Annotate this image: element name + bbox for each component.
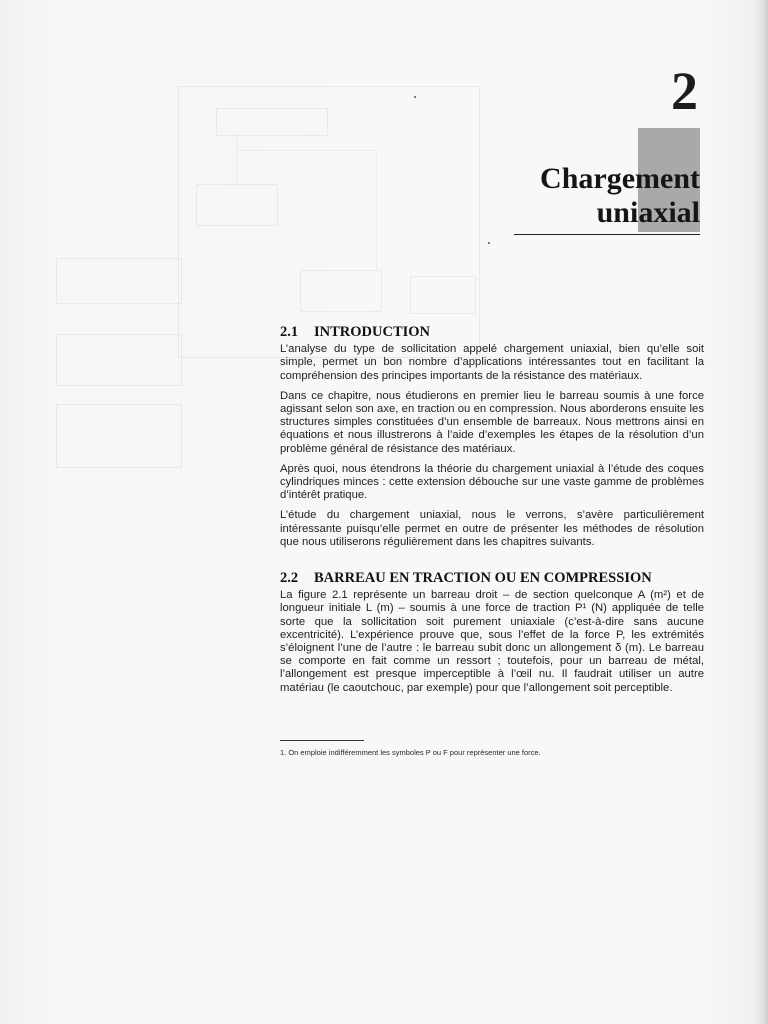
footnote-rule — [280, 740, 364, 741]
chapter-title-line1: Chargement — [540, 162, 700, 195]
footnote: 1. On emploie indifféremment les symboles P ou F pour représenter une force. — [280, 748, 541, 757]
paragraph: Dans ce chapitre, nous étudierons en premier lieu le barreau soumis à une force agissant selon son axe, en traction ou en compression. Nous aborderons ensuite les structures simples constituées d’un ensemble de barreaux. Nous mettrons ainsi en équations et nous illustrerons à l’aide d’exemples les étapes de la résolution d’un problème général de résistance des matériaux. — [280, 389, 704, 455]
paragraph: L’étude du chargement uniaxial, nous le verrons, s’avère particulièrement intéressante puisqu’elle permet en outre de présenter les méthodes de résolution que nous utiliserons régulièrement dans les chapitres suivants. — [280, 509, 704, 548]
paragraph: La figure 2.1 représente un barreau droit – de section quelconque A (m²) et de longueur initiale L (m) – soumis à une force de traction P¹ (N) appliquée de telle sorte que la sollicitation soit purement uniaxiale (c’est-à-dire sans aucune excentricité). L’expérience prouve que, sous l’effet de la force P, les extrémités s’éloignent l’une de l’autre : le barreau subit donc un allongement δ (m). Le barreau se comporte en fait comme un ressort ; toutefois, pour un barreau de métal, l’allongement est presque imperceptible à l’œil nu. Il faudrait utiliser un autre matériau (le caoutchouc, par exemple) pour que l’allongement soit perceptible. — [280, 589, 704, 694]
chapter-title — [480, 162, 700, 230]
bleed-through-box — [56, 404, 182, 468]
bleed-through-header — [42, 36, 45, 45]
chapter-title-rule — [514, 234, 700, 235]
bleed-through-box — [300, 270, 382, 312]
bleed-through-box — [56, 334, 182, 386]
section-heading — [280, 326, 704, 339]
bleed-through-box — [410, 276, 476, 314]
bleed-through-line — [376, 150, 377, 270]
bleed-through-box — [216, 108, 328, 136]
section-number: 2.1 — [280, 324, 299, 340]
section-heading — [280, 572, 704, 585]
section-number: 2.2 — [280, 570, 299, 587]
section-title: BARREAU EN TRACTION OU EN COMPRESSION — [314, 570, 652, 587]
chapter-number: 2 — [671, 61, 698, 121]
section-title: INTRODUCTION — [314, 324, 431, 340]
bleed-through-box — [196, 184, 278, 226]
bleed-through-line — [236, 150, 376, 151]
body-text — [280, 326, 704, 702]
chapter-title-line2: uniaxial — [596, 196, 700, 229]
bleed-through-box — [56, 258, 182, 304]
scan-speck — [488, 242, 490, 244]
bleed-through-line — [236, 134, 237, 184]
scan-speck — [414, 96, 416, 98]
page-edge-shadow — [754, 0, 768, 1024]
paragraph: L’analyse du type de sollicitation appelé chargement uniaxial, bien qu’elle soit simple, permet un bon nombre d’applications intéressantes tout en facilitant la compréhension des principes importants de la résistance des matériaux. — [280, 343, 704, 382]
paragraph: Après quoi, nous étendrons la théorie du chargement uniaxial à l’étude des coques cylindriques minces : cette extension débouche sur une vaste gamme de problèmes d’intérêt pratique. — [280, 462, 704, 502]
